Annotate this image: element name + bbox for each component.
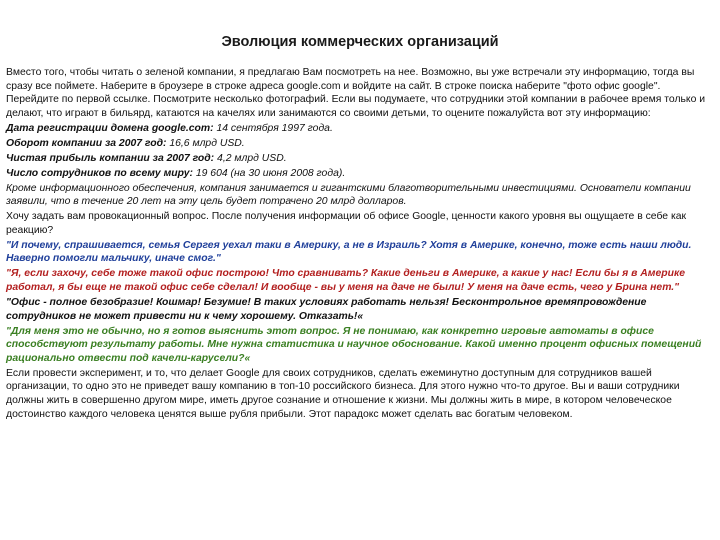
- fact-label: Оборот компании за 2007 год:: [6, 137, 167, 149]
- conclusion-paragraph: Если провести эксперимент, и то, что делает Google для своих сотрудников, сделать ежеминутно доступным для сотрудников вашей организации, то одно это не приведет вашу компанию в топ-10 российского бизнеса. Для этого нужно что-то другое. Вы и ваши сотрудники должны жить в совершенно другом мире, иметь другое сознание и отношение к жизни. Мы должны жить в мире, в котором человеческое достоинство каждого человека ценятся выше рубля прибыли. Этот парадокс может сделать вас богатым человеком.: [6, 367, 680, 420]
- fact-profit: [6, 152, 712, 166]
- slide-title: Эволюция коммерческих организаций: [221, 34, 499, 50]
- fact-label: Чистая прибыль компании за 2007 год:: [6, 152, 215, 164]
- quote-green: "Для меня это не обычно, но я готов выяснить этот вопрос. Я не понимаю, как конкретно игровые автоматы в офисе способствуют результату работы. Мне нужна статистика и научное обоснование. Какой именно процент офисных помещений рационально отвести под качели-карусели?«: [6, 325, 702, 364]
- quote-black: "Офис - полное безобразие! Кошмар! Безумие! В таких условиях работать нельзя! Бесконтрольное времяпровождение сотрудников не может привести ни к чему хорошему. Отказать!«: [6, 297, 647, 322]
- fact-employees: [6, 167, 712, 181]
- fact-value: 16,6 млрд USD.: [166, 137, 245, 149]
- quote-blue: "И почему, спрашивается, семья Сергея уехал таки в Америку, а не в Израиль? Хотя в Америке, конечно, тоже есть наши люди. Наверно помогли мальчику, иначе смог.": [6, 239, 692, 265]
- fact-turnover: [6, 137, 712, 151]
- question-paragraph: Хочу задать вам провокационный вопрос. После получения информации об офисе Google, ценности какого уровня вы ощущаете в себе как реакцию?: [6, 211, 687, 236]
- intro-paragraph: Вместо того, чтобы читать о зеленой компании, я предлагаю Вам посмотреть на нее. Возможно, вы уже встречали эту информацию, тогда вы сразу все поймете. Наберите в броузере в строке адреса google.com и войдите на сайт. В строке поиска наберите "фото офис google". Перейдите по первой ссылке. Посмотрите несколько фотографий. Если вы подумаете, что сотрудники этой компании в рабочее время только и делают, что играют в бильярд, катаются на качелях или занимаются со своими детьми, то оцените пожалуйста вот эту информацию:: [6, 67, 706, 119]
- fact-label: Дата регистрации домена google.com:: [6, 122, 214, 134]
- charity-paragraph: Кроме информационного обеспечения, компания занимается и гигантскими благотворительными инвестициями. Основатели компании заявили, что в течение 20 лет на эту цель будет потрачено 20 млрд долларов.: [6, 182, 691, 208]
- fact-domain: [6, 122, 712, 136]
- fact-value: 19 604 (на 30 июня 2008 года).: [192, 167, 346, 179]
- fact-value: 4,2 млрд USD.: [214, 152, 287, 164]
- quote-red: "Я, если захочу, себе тоже такой офис построю! Что сравнивать? Какие деньги в Америке, а какие у нас! Если бы я в Америке работал, я бы еще не такой офис себе сделал! И вообще - вы у меня на даче не были! У меня на даче есть, чего у Брина нет.": [6, 268, 686, 294]
- fact-value: 14 сентября 1997 года.: [213, 122, 333, 134]
- slide-body: [6, 66, 712, 423]
- fact-label: Число сотрудников по всему миру:: [6, 167, 193, 179]
